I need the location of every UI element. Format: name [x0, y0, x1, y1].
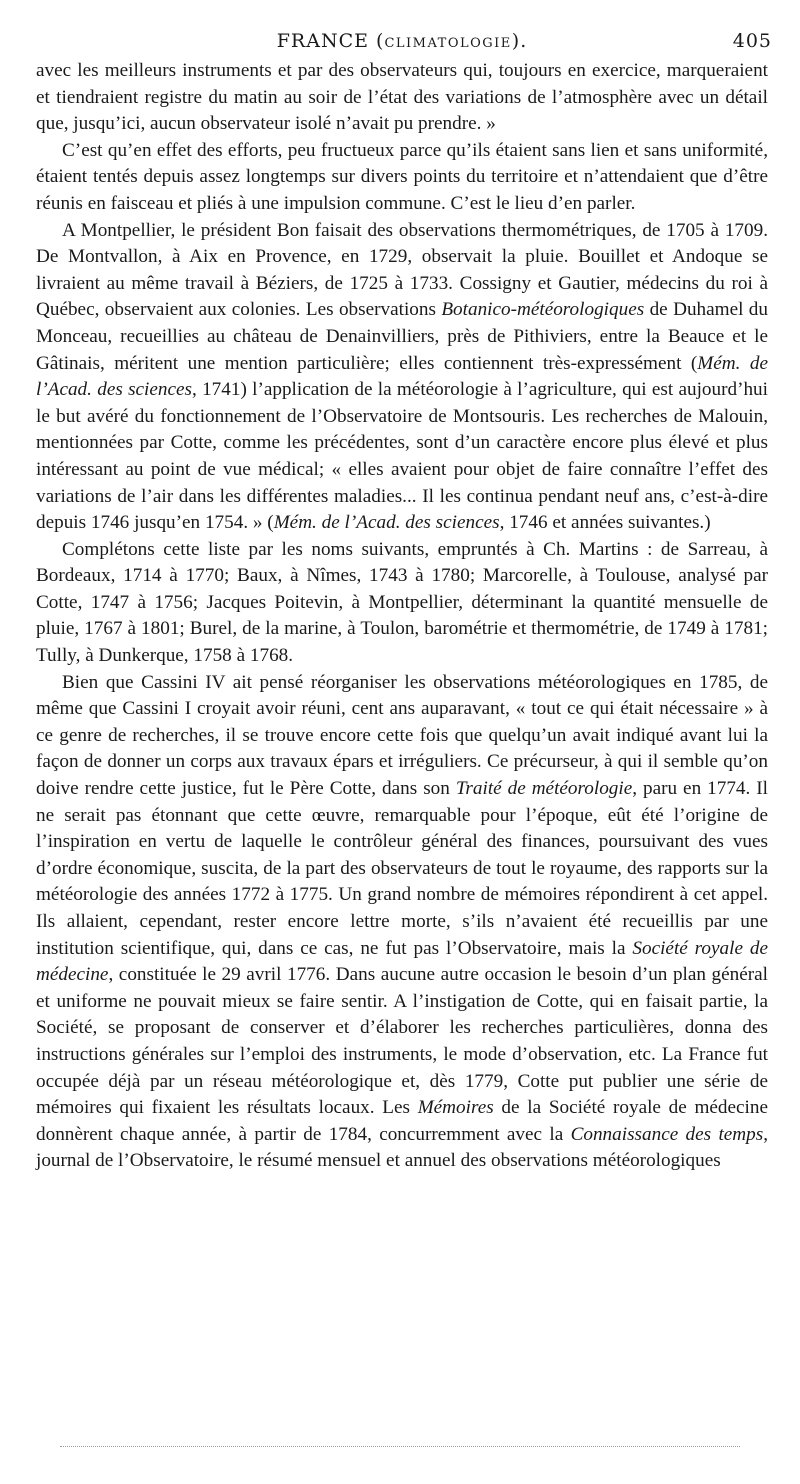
footer-rule: [60, 1446, 740, 1447]
paragraph: [36, 670, 768, 1175]
paragraph: [36, 58, 768, 138]
running-title-end: ).: [511, 30, 528, 52]
paragraph: [36, 138, 768, 218]
running-title: [277, 30, 528, 52]
text-run: Complétons cette liste par les noms suivants, empruntés à Ch. Martins : de Sarreau, à Bordeaux, 1714 à 1770; Baux, à Nîmes, 1743 à 1780; Marcorelle, à Toulouse, analysé par Cotte, 1747 à 1756; Jacques Poitevin, à Montpellier, déterminant la quantité mensuelle de pluie, 1767 à 1801; Burel, de la marine, à Toulon, barométrie et thermométrie, de 1749 à 1781; Tully, à Dunkerque, 1758 à 1768.: [36, 538, 768, 667]
italic-text: Mém. de l’Acad. des sciences: [273, 512, 500, 534]
text-run: de la Société royale de médecine donnèrent chaque année, à partir de 1784, concurremment avec la: [36, 1097, 768, 1145]
text-run: , journal de l’Observatoire, le résumé mensuel et annuel des observations météorologiques: [36, 1123, 769, 1172]
running-title-small-caps: CLIMATOLOGIE: [384, 36, 512, 51]
text-run: , constituée le 29 avril 1776. Dans aucune autre occasion le besoin d’un plan général et uniforme ne pouvait mieux se faire sentir. A l’instigation de Cotte, qui en faisait partie, la Société, se proposant de conserver et d’élaborer les recherches particulières, donna des instructions générales sur l’emploi des instruments, le mode d’observation, etc. La France fut occupée déjà par un réseau météorologique et, dès 1779, Cotte put publier une série de mémoires qui fixaient les résultats locaux. Les: [36, 964, 768, 1119]
body-text: [36, 58, 768, 1175]
text-run: C’est qu’en effet des efforts, peu fructueux parce qu’ils étaient sans lien et sans uniformité, étaient tentés depuis assez longtemps sur divers points du territoire et n’attendaient que d’être réunis en faisceau et pliés à une impulsion commune. C’est le lieu d’en parler.: [36, 139, 768, 214]
italic-text: Mémoires: [417, 1097, 494, 1119]
running-header: [36, 30, 772, 58]
italic-text: Botanico-météorologiques: [441, 299, 645, 321]
paragraph: [36, 537, 768, 670]
text-run: avec les meilleurs instruments et par des observateurs qui, toujours en exercice, marqueraient et tiendraient registre du matin au soir de l’état des variations de l’atmosphère avec un détail que, jusqu’ici, aucun observateur isolé n’avait pu prendre. »: [36, 60, 768, 135]
running-title-main: FRANCE (: [276, 30, 385, 52]
italic-text: Traité de météorologie: [455, 778, 633, 800]
text-run: Bien que Cassini IV ait pensé réorganiser les observations météorologiques en 1785, de même que Cassini I croyait avoir réuni, cent ans auparavant, « tout ce qui était nécessaire » à ce genre de recherches, il se trouve encore cette fois que quelqu’un avait indiqué avant lui la façon de donner un corps aux travaux épars et irréguliers. Ce précurseur, à qui il semble qu’on doive rendre cette justice, fut le Père Cotte, dans son: [36, 671, 768, 800]
text-run: , 1746 et années suivantes.): [499, 512, 711, 534]
italic-text: Connaissance des temps: [570, 1123, 764, 1145]
text-run: A Montpellier, le président Bon faisait des observations thermométriques, de 1705 à 1709. De Montvallon, à Aix en Provence, en 1729, observait la pluie. Bouillet et Andoque se livraient au même travail à Béziers, de 1725 à 1733. Cossigny et Gautier, médecins du roi à Québec, observaient aux colonies. Les observations: [36, 219, 768, 321]
text-run: de Duhamel du Monceau, recueillies au château de Denainvilliers, près de Pithiviers, entre la Beauce et le Gâtinais, méritent une mention particulière; elles contiennent très-expressément (: [36, 299, 768, 374]
text-run: , 1741) l’application de la météorologie à l’agriculture, qui est aujourd’hui le but avéré du fonctionnement de l’Observatoire de Montsouris. Les recherches de Malouin, mentionnées par Cotte, comme les précédentes, sont d’un caractère encore plus élevé et plus intéressant au point de vue médical; « elles avaient pour objet de faire connaître l’effet des variations de l’air dans les différentes maladies... Il les continua pendant neuf ans, c’est-à-dire depuis 1746 jusqu’en 1754. » (: [36, 379, 768, 534]
text-run: , paru en 1774. Il ne serait pas étonnant que cette œuvre, remarquable pour l’époque, eût été l’origine de l’inspiration en vertu de laquelle le contrôleur général des finances, poursuivant des vues d’ordre économique, suscita, de la part des observateurs de tout le royaume, des rapports sur la météorologie des années 1772 à 1775. Un grand nombre de mémoires répondirent à cet appel. Ils allaient, cependant, rester encore lettre morte, s’ils n’avaient été recueillis par une institution scientifique, qui, dans ce cas, ne fut pas l’Observatoire, mais la: [36, 778, 768, 959]
paragraph: [36, 218, 768, 537]
page: [36, 30, 772, 1175]
page-number: 405: [732, 30, 772, 52]
italic-text: Mém. de l’Acad. des sciences: [36, 352, 768, 401]
italic-text: Société royale de médecine: [36, 937, 768, 986]
